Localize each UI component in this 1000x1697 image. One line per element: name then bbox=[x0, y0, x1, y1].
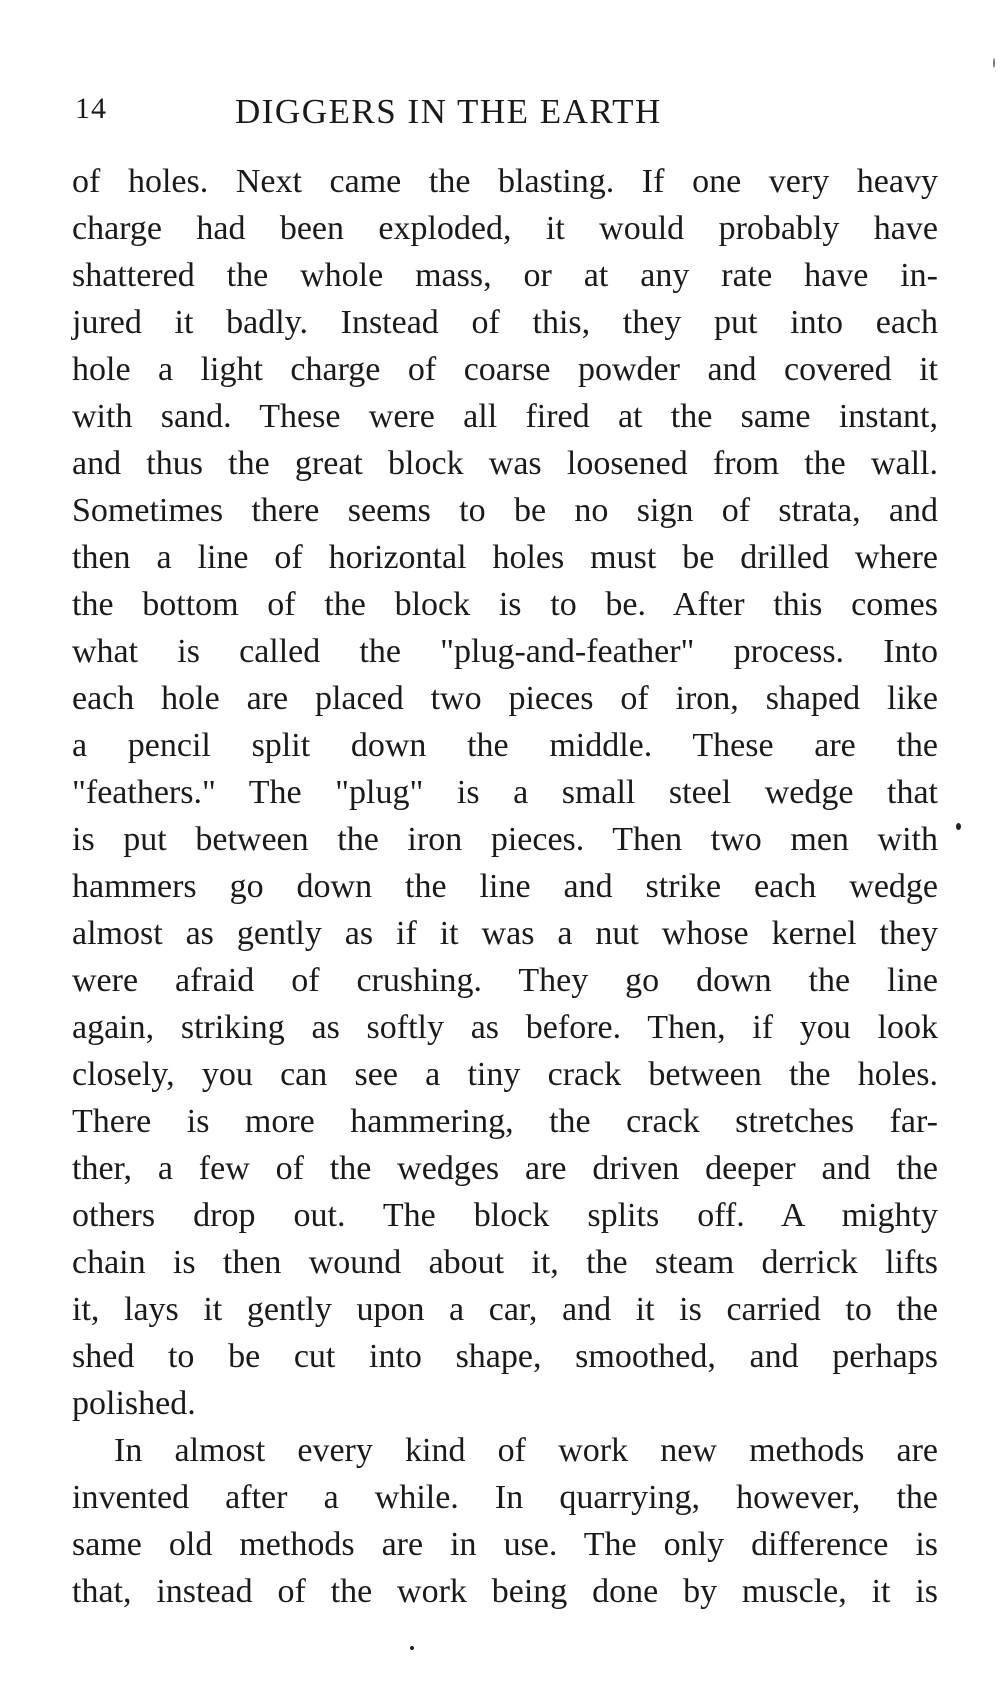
page-header bbox=[75, 92, 935, 142]
text-line: shattered the whole mass, or at any rate have in- bbox=[72, 257, 938, 294]
body-text bbox=[72, 158, 938, 1615]
text-line: the bottom of the block is to be. After this comes bbox=[72, 586, 938, 623]
text-line: charge had been exploded, it would probably have bbox=[72, 210, 938, 247]
text-line: what is called the "plug-and-feather" process. Into bbox=[72, 633, 938, 670]
text-line: shed to be cut into shape, smoothed, and perhaps bbox=[72, 1338, 938, 1375]
text-line: polished. bbox=[72, 1385, 196, 1422]
text-line: were afraid of crushing. They go down the line bbox=[72, 962, 938, 999]
text-line: with sand. These were all fired at the same instant, bbox=[72, 398, 938, 435]
text-line: "feathers." The "plug" is a small steel wedge that bbox=[72, 774, 938, 811]
scan-speck bbox=[956, 823, 961, 830]
text-line: In almost every kind of work new methods are bbox=[114, 1432, 938, 1469]
text-line: closely, you can see a tiny crack between the holes. bbox=[72, 1056, 938, 1093]
text-line: and thus the great block was loosened from the wall. bbox=[72, 445, 938, 482]
text-line: it, lays it gently upon a car, and it is carried to the bbox=[72, 1291, 938, 1328]
scan-speck bbox=[410, 1646, 414, 1650]
text-line: a pencil split down the middle. These are the bbox=[72, 727, 938, 764]
text-line: each hole are placed two pieces of iron, shaped like bbox=[72, 680, 938, 717]
text-line: that, instead of the work being done by muscle, it is bbox=[72, 1573, 938, 1610]
text-line: then a line of horizontal holes must be drilled where bbox=[72, 539, 938, 576]
text-line: jured it badly. Instead of this, they put into each bbox=[72, 304, 938, 341]
text-line: There is more hammering, the crack stretches far- bbox=[72, 1103, 938, 1140]
text-line: hole a light charge of coarse powder and covered it bbox=[72, 351, 938, 388]
text-line: ther, a few of the wedges are driven deeper and the bbox=[72, 1150, 938, 1187]
text-line: same old methods are in use. The only difference is bbox=[72, 1526, 938, 1563]
text-line: almost as gently as if it was a nut whose kernel they bbox=[72, 915, 938, 952]
text-line: of holes. Next came the blasting. If one very heavy bbox=[72, 163, 938, 200]
text-line: is put between the iron pieces. Then two men with bbox=[72, 821, 938, 858]
scan-speck bbox=[993, 58, 995, 68]
text-line: invented after a while. In quarrying, however, the bbox=[72, 1479, 938, 1516]
text-line: Sometimes there seems to be no sign of strata, and bbox=[72, 492, 938, 529]
page-number: 14 bbox=[75, 92, 107, 125]
text-line: hammers go down the line and strike each wedge bbox=[72, 868, 938, 905]
running-head: DIGGERS IN THE EARTH bbox=[235, 92, 662, 131]
text-line: again, striking as softly as before. Then, if you look bbox=[72, 1009, 938, 1046]
text-line: chain is then wound about it, the steam derrick lifts bbox=[72, 1244, 938, 1281]
text-line: others drop out. The block splits off. A mighty bbox=[72, 1197, 938, 1234]
